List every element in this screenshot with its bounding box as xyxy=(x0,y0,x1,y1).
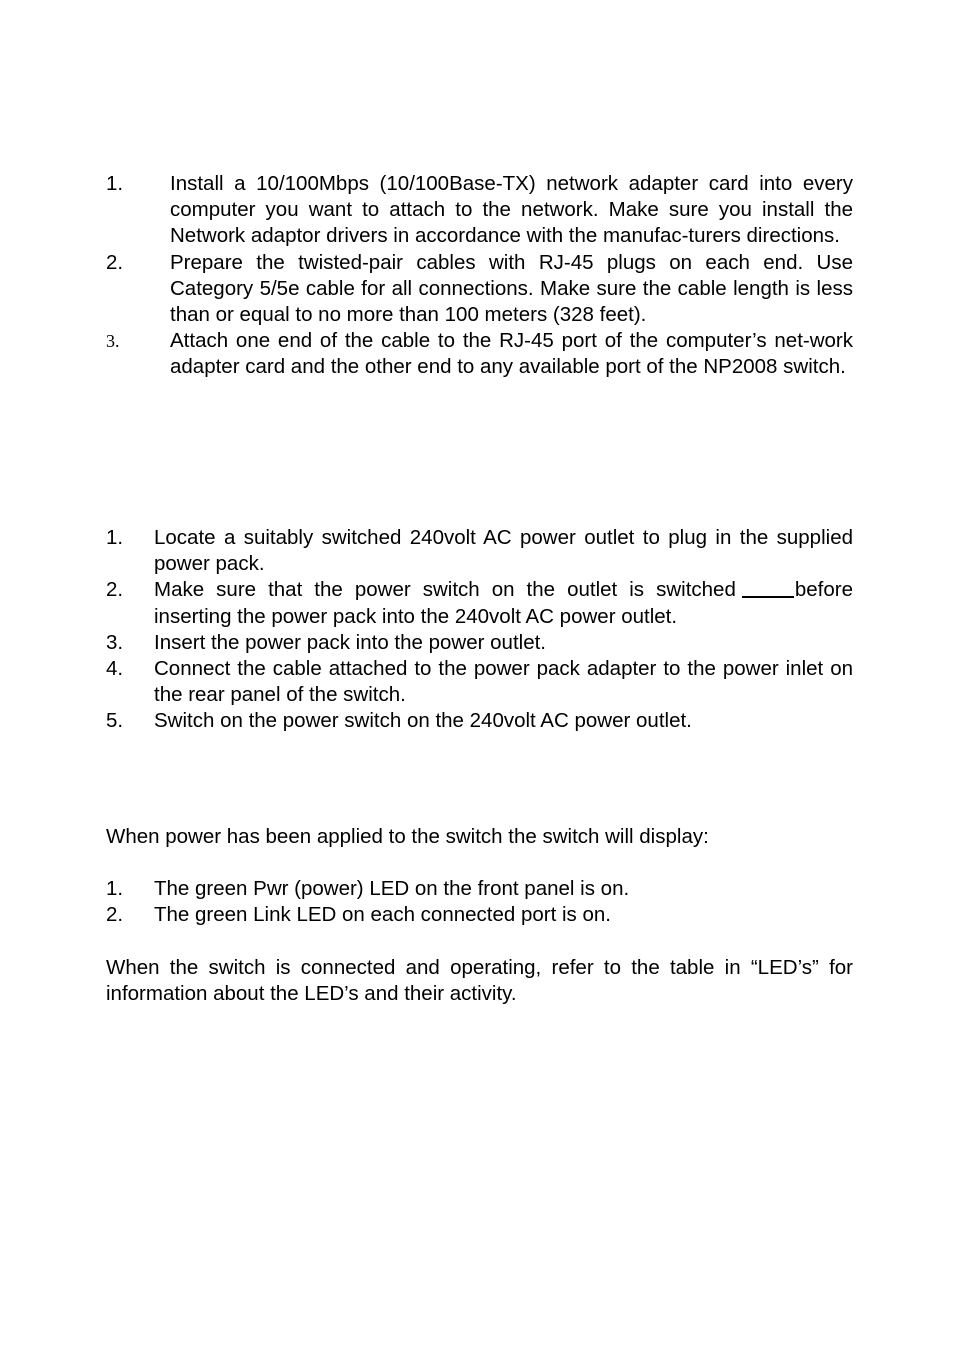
intro-paragraph: When power has been applied to the switch the switch will display: xyxy=(106,825,709,848)
list-item xyxy=(106,902,853,928)
list-number: 3. xyxy=(106,630,124,654)
list-item xyxy=(106,876,853,902)
blank-underline xyxy=(742,578,794,598)
network-setup-list xyxy=(106,171,853,381)
list-number: 1. xyxy=(106,526,124,549)
list-item-text: The green Link LED on each connected port is on. xyxy=(154,903,611,927)
list-number: 3. xyxy=(106,331,120,352)
power-setup-list xyxy=(106,525,853,735)
list-item-text: Insert the power pack into the power outlet. xyxy=(154,630,547,654)
closing-paragraph: When the switch is connected and operating, refer to the table in “LED’s” for information about the LED’s and their activity. xyxy=(106,956,853,1006)
list-item-text: Locate a suitably switched 240volt AC power outlet to plug in the supplied power pack. xyxy=(154,526,853,576)
list-item-text: Prepare the twisted-pair cables with RJ-45 plugs on each end. Use Category 5/5e cable for all connections. Make sure the cable length is less than or equal to no more than 100 meters (328 feet). xyxy=(170,250,853,327)
list-item-text: Install a 10/100Mbps (10/100Base-TX) network adapter card into every computer you want to attach to the network. Make sure you install the Network adaptor drivers in accordance with the manufac-turers directions. xyxy=(170,172,853,248)
list-number: 1. xyxy=(106,877,124,900)
list-number: 2. xyxy=(106,250,124,274)
list-item xyxy=(106,577,853,629)
list-item-text: The green Pwr (power) LED on the front panel is on. xyxy=(154,877,630,900)
list-item xyxy=(106,630,853,656)
list-item xyxy=(106,525,853,577)
text-before-blank: Make sure that the power switch on the outlet is switched xyxy=(154,578,736,602)
text-after-blank: before inserting the power pack into the 240volt AC power outlet. xyxy=(154,578,853,628)
list-number: 2. xyxy=(106,903,124,927)
list-number: 1. xyxy=(106,172,124,195)
list-item-text: Attach one end of the cable to the RJ-45 port of the computer’s net-work adapter card and the other end to any available port of the NP2008 switch. xyxy=(170,329,853,379)
list-item-text xyxy=(154,577,853,629)
list-number: 4. xyxy=(106,657,124,681)
list-item-text: Switch on the power switch on the 240volt AC power outlet. xyxy=(154,709,692,733)
list-item-text: Connect the cable attached to the power pack adapter to the power inlet on the rear panel of the switch. xyxy=(154,657,853,707)
list-item xyxy=(106,708,853,734)
list-item xyxy=(106,171,853,250)
list-number: 2. xyxy=(106,578,124,602)
led-status-list xyxy=(106,876,853,928)
list-item xyxy=(106,656,853,708)
list-item xyxy=(106,328,853,380)
list-number: 5. xyxy=(106,709,124,733)
list-item xyxy=(106,250,853,329)
